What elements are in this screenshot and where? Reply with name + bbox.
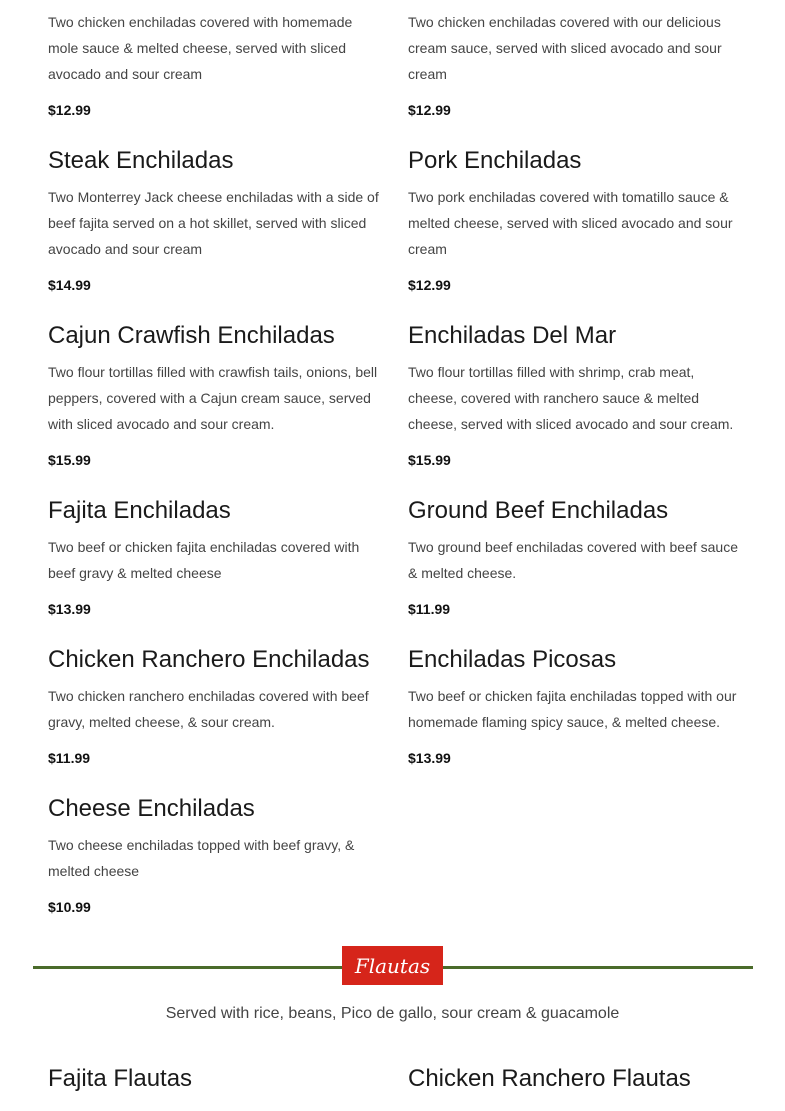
menu-item — [48, 146, 384, 293]
menu-item — [408, 321, 744, 468]
item-description: Two Monterrey Jack cheese enchiladas with a side of beef fajita served on a hot skillet, served with sliced avocado and sour cream — [48, 189, 379, 257]
item-description: Two pork enchiladas covered with tomatillo sauce & melted cheese, served with sliced avocado and sour cream — [408, 189, 733, 257]
section-title: Flautas — [354, 953, 431, 978]
item-title: Chicken Ranchero Enchiladas — [48, 646, 370, 673]
item-title: Cajun Crawfish Enchiladas — [48, 322, 335, 349]
section-note: Served with rice, beans, Pico de gallo, sour cream & guacamole — [165, 1005, 620, 1022]
item-price: $11.99 — [48, 750, 91, 766]
item-title: Chicken Ranchero Flautas — [408, 1065, 691, 1092]
item-title: Cheese Enchiladas — [48, 795, 255, 822]
item-price: $10.99 — [48, 899, 91, 915]
item-title: Fajita Flautas — [48, 1065, 193, 1092]
item-description: Two flour tortillas filled with crawfish tails, onions, bell peppers, covered with a Cajun cream sauce, served with sliced avocado and sour cream. — [48, 364, 378, 432]
item-title: Pork Enchiladas — [408, 147, 582, 174]
item-description: Two cheese enchiladas topped with beef gravy, & melted cheese — [48, 837, 355, 879]
item-price: $15.99 — [48, 452, 91, 468]
item-description: Two chicken enchiladas covered with our delicious cream sauce, served with sliced avocado and sour cream — [408, 14, 722, 82]
menu-item — [48, 321, 384, 468]
item-title: Fajita Enchiladas — [48, 497, 231, 524]
item-title: Ground Beef Enchiladas — [408, 497, 669, 524]
item-price: $14.99 — [48, 277, 91, 293]
item-price: $15.99 — [408, 452, 451, 468]
menu-item — [48, 496, 384, 617]
item-price: $12.99 — [408, 277, 451, 293]
item-description: Two chicken ranchero enchiladas covered with beef gravy, melted cheese, & sour cream. — [48, 688, 369, 730]
menu-item — [408, 496, 744, 617]
menu-item — [48, 794, 384, 915]
menu-item — [408, 1064, 744, 1094]
menu-item — [48, 9, 384, 118]
item-title: Enchiladas Del Mar — [408, 322, 617, 349]
menu-item — [48, 1064, 384, 1094]
item-price: $12.99 — [48, 102, 91, 118]
item-description: Two flour tortillas filled with shrimp, crab meat, cheese, covered with ranchero sauce & melted cheese, served with sliced avocado and sour cream. — [408, 364, 734, 432]
menu-item — [48, 645, 384, 766]
section-title-badge — [342, 946, 443, 985]
item-price: $13.99 — [408, 750, 451, 766]
menu-item — [408, 645, 744, 766]
item-title: Steak Enchiladas — [48, 147, 234, 174]
item-description: Two chicken enchiladas covered with homemade mole sauce & melted cheese, served with sliced avocado and sour cream — [48, 14, 353, 82]
menu-item — [408, 146, 744, 293]
item-price: $12.99 — [408, 102, 451, 118]
item-price: $11.99 — [408, 601, 451, 617]
item-title: Enchiladas Picosas — [408, 646, 617, 673]
menu-item — [408, 9, 744, 118]
item-description: Two beef or chicken fajita enchiladas topped with our homemade flaming spicy sauce, & melted cheese. — [408, 688, 737, 730]
item-description: Two ground beef enchiladas covered with beef sauce & melted cheese. — [408, 539, 738, 581]
item-price: $13.99 — [48, 601, 91, 617]
item-description: Two beef or chicken fajita enchiladas covered with beef gravy & melted cheese — [48, 539, 360, 581]
